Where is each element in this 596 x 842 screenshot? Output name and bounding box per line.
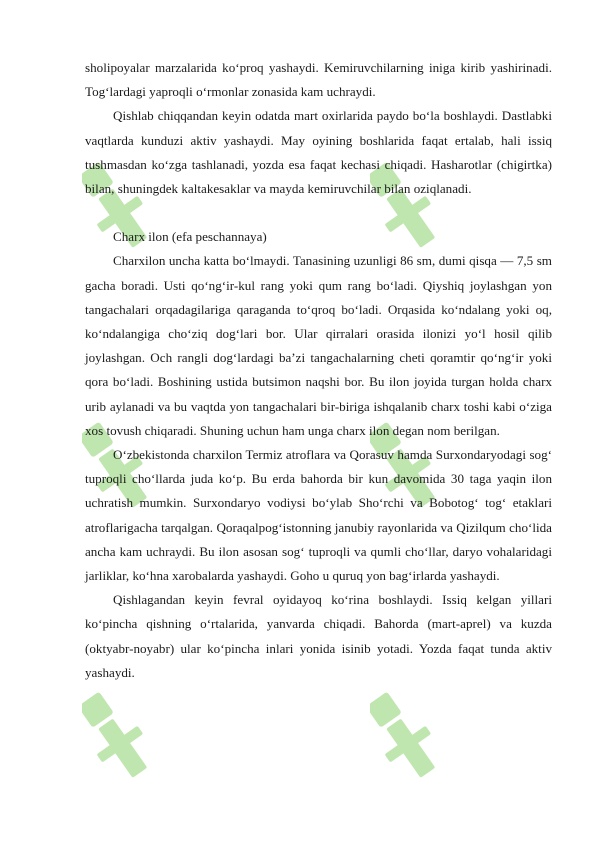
paragraph-activity: Qishlab chiqqandan keyin odatda mart oxirlarida paydo bo‘la boshlaydi. Dastlabki vaqtlarda kunduzi aktiv yashaydi. May oyining boshlarida faqat ertalab, hali issiq tushmasdan ko‘zga tashlanadi, yozda esa faqat kechasi chiqadi. Hasharotlar (chigirtka) bilan, shuningdek kaltakesaklar va mayda kemiruvchilar bilan oziqlanadi. (85, 108, 552, 197)
paragraph-description: Charxilon uncha katta bo‘lmaydi. Tanasining uzunligi 86 sm, dumi qisqa — 7,5 sm gacha boradi. Usti qo‘ng‘ir-kul rang yoki qum rang bo‘ladi. Qiyshiq joylashgan yon tangachalari orqadagilariga qaraganda to‘qroq bo‘ladi. Orqasida ko‘ndalang yoki oq, ko‘ndalangiga cho‘ziq dog‘lari bor. Ular qirralari orasida ilonizi yo‘l hosil qilib joylashgan. Och rangli dog‘lardagi ba’zi tangachalarning cheti qoramtir qo‘ng‘ir yoki qora bo‘ladi. Boshining ustida butsimon naqshi bor. Bu ilon joyida turgan holda charx urib aylanadi va bu vaqtda yon tangachalari bir-biriga ishqalanib charx toshi kabi o‘ziga xos tovush chiqaradi. Shuning uchun ham unga charx ilon degan nom berilgan. (85, 253, 552, 438)
paragraph-distribution: O‘zbekistonda charxilon Termiz atroflara va Qorasuv hamda Surxondaryodagi sog‘ tuproqli cho‘llarda juda ko‘p. Bu erda bahorda bir kun davomida 30 taga yaqin ilon uchratish mumkin. Surxondaryo vodiysi bo‘ylab Sho‘rchi va Bobotog‘ tog‘ etaklari atroflarigacha tarqalgan. Qoraqalpog‘istonning janubiy rayonlarida va Qizilqum cho‘lida ancha kam uchraydi. Bu ilon asosan sog‘ tuproqli va qumli cho‘llar, daryo vohalaridagi jarliklar, ko‘hna xarobalarda yashaydi. Goho u quruq yon bag‘irlarda yashaydi. (85, 447, 552, 584)
paragraph-gap (85, 201, 552, 225)
watermark-logo-icon (370, 680, 440, 800)
section-heading: Charx ilon (efa peschannaya) (113, 229, 267, 245)
body-text (85, 56, 552, 685)
watermark-logo-icon (82, 680, 152, 800)
paragraph-continuation: sholipoyalar marzalarida ko‘proq yashaydi. Kemiruvchilarning iniga kirib yashirinadi. Tog‘lardagi yaproqli o‘rmonlar zonasida kam uchraydi. (85, 60, 552, 100)
paragraph-seasonality: Qishlagandan keyin fevral oyidayoq ko‘rina boshlaydi. Issiq kelgan yillari ko‘pincha qishning o‘rtalarida, yanvarda chiqadi. Bahorda (mart-aprel) va kuzda (oktyabr-noyabr) ular ko‘pincha inlari yonida isinib yotadi. Yozda faqat tunda aktiv yashaydi. (85, 592, 552, 680)
